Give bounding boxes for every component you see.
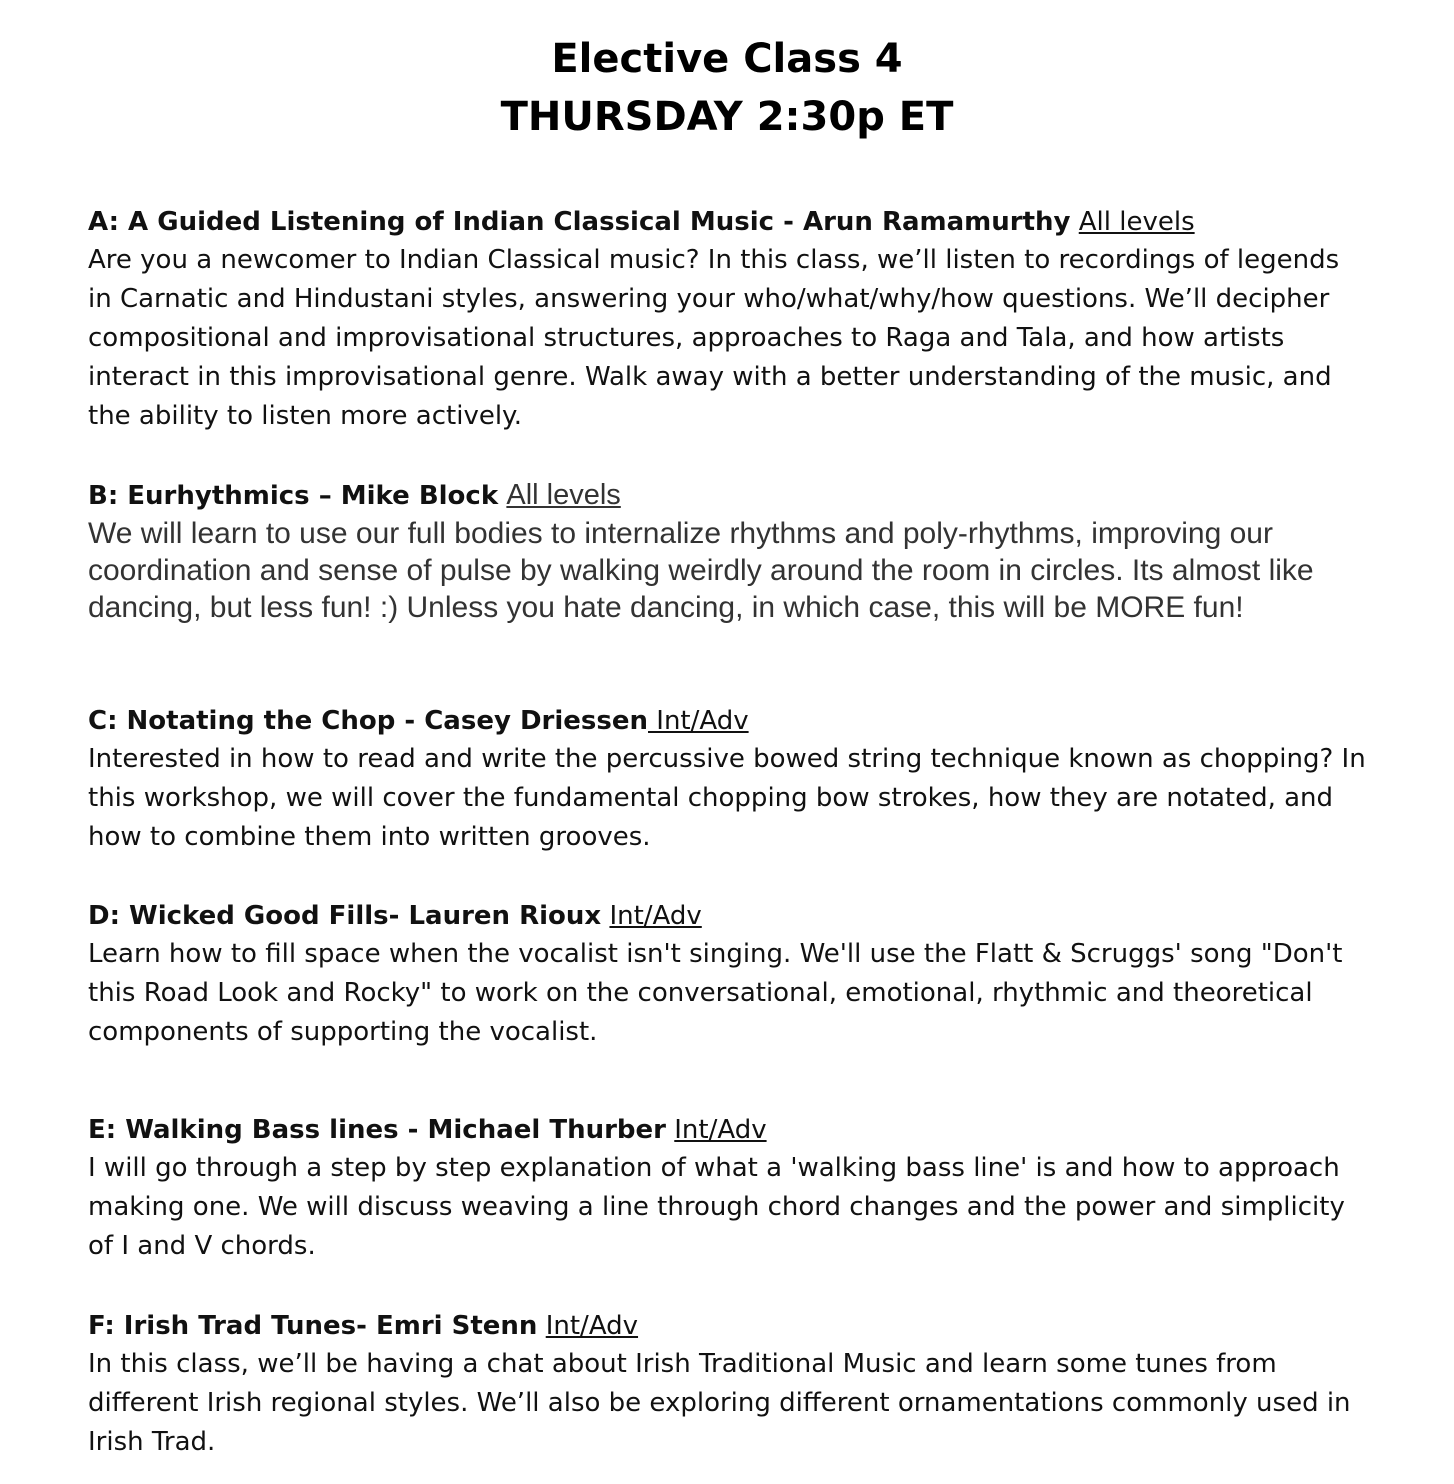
class-title-b: B: Eurhythmics – Mike Block bbox=[88, 481, 499, 511]
class-heading-a bbox=[88, 203, 1368, 241]
class-level-f: Int/Adv bbox=[545, 1311, 639, 1341]
class-section-a bbox=[88, 203, 1368, 436]
class-level-a: All levels bbox=[1078, 207, 1195, 237]
class-title-c: C: Notating the Chop - Casey Driessen bbox=[88, 706, 649, 736]
class-description-c: Interested in how to read and write the percussive bowed string technique known as chopping? In this workshop, we will cover the fundamental chopping bow strokes, how they are notated, and how to combine them into written grooves. bbox=[88, 744, 1366, 852]
title-line-1: Elective Class 4 bbox=[551, 36, 903, 82]
title-line-2: THURSDAY 2:30p ET bbox=[500, 94, 954, 140]
class-description-f: In this class, we’ll be having a chat about Irish Traditional Music and learn some tunes from different Irish regional styles. We’ll also be exploring different ornamentations commonly used in Irish Trad. bbox=[88, 1349, 1351, 1457]
class-title-a: A: A Guided Listening of Indian Classical Music - Arun Ramamurthy bbox=[88, 207, 1071, 237]
class-section-b bbox=[88, 476, 1368, 626]
class-title-d: D: Wicked Good Fills- Lauren Rioux bbox=[88, 901, 602, 931]
class-heading-e bbox=[88, 1111, 1368, 1149]
class-section-e bbox=[88, 1111, 1368, 1266]
class-heading-d bbox=[88, 897, 1368, 935]
class-heading-c bbox=[88, 702, 1368, 740]
class-level-c: Int/Adv bbox=[648, 706, 749, 736]
class-level-e: Int/Adv bbox=[674, 1115, 767, 1145]
class-heading-b bbox=[88, 476, 1368, 515]
class-level-d: Int/Adv bbox=[609, 901, 702, 931]
class-description-a: Are you a newcomer to Indian Classical music? In this class, we’ll listen to recordings of legends in Carnatic and Hindustani styles, answering your who/what/why/how questions. We’ll decipher compositional and improvisational structures, approaches to Raga and Tala, and how artists interact in this improvisational genre. Walk away with a better understanding of the music, and the ability to listen more actively. bbox=[88, 245, 1340, 431]
class-description-e: I will go through a step by step explanation of what a 'walking bass line' is and how to approach making one. We will discuss weaving a line through chord changes and the power and simplicity of I and V chords. bbox=[88, 1153, 1345, 1261]
class-description-d: Learn how to fill space when the vocalist isn't singing. We'll use the Flatt & Scruggs' song "Don't this Road Look and Rocky" to work on the conversational, emotional, rhythmic and theoretical components of supporting the vocalist. bbox=[88, 939, 1343, 1047]
class-section-f bbox=[88, 1307, 1368, 1462]
page-title bbox=[0, 30, 1454, 146]
class-title-f: F: Irish Trad Tunes- Emri Stenn bbox=[88, 1311, 538, 1341]
class-level-b: All levels bbox=[506, 479, 621, 511]
class-description-b: We will learn to use our full bodies to internalize rhythms and poly-rhythms, improving our coordination and sense of pulse by walking weirdly around the room in circles. Its almost like dancing, but less fun! :) Unless you hate dancing, in which case, this will be MORE fun! bbox=[88, 517, 1314, 624]
class-section-d bbox=[88, 897, 1368, 1052]
class-title-e: E: Walking Bass lines - Michael Thurber bbox=[88, 1115, 666, 1145]
class-section-c bbox=[88, 702, 1368, 857]
class-heading-f bbox=[88, 1307, 1368, 1345]
